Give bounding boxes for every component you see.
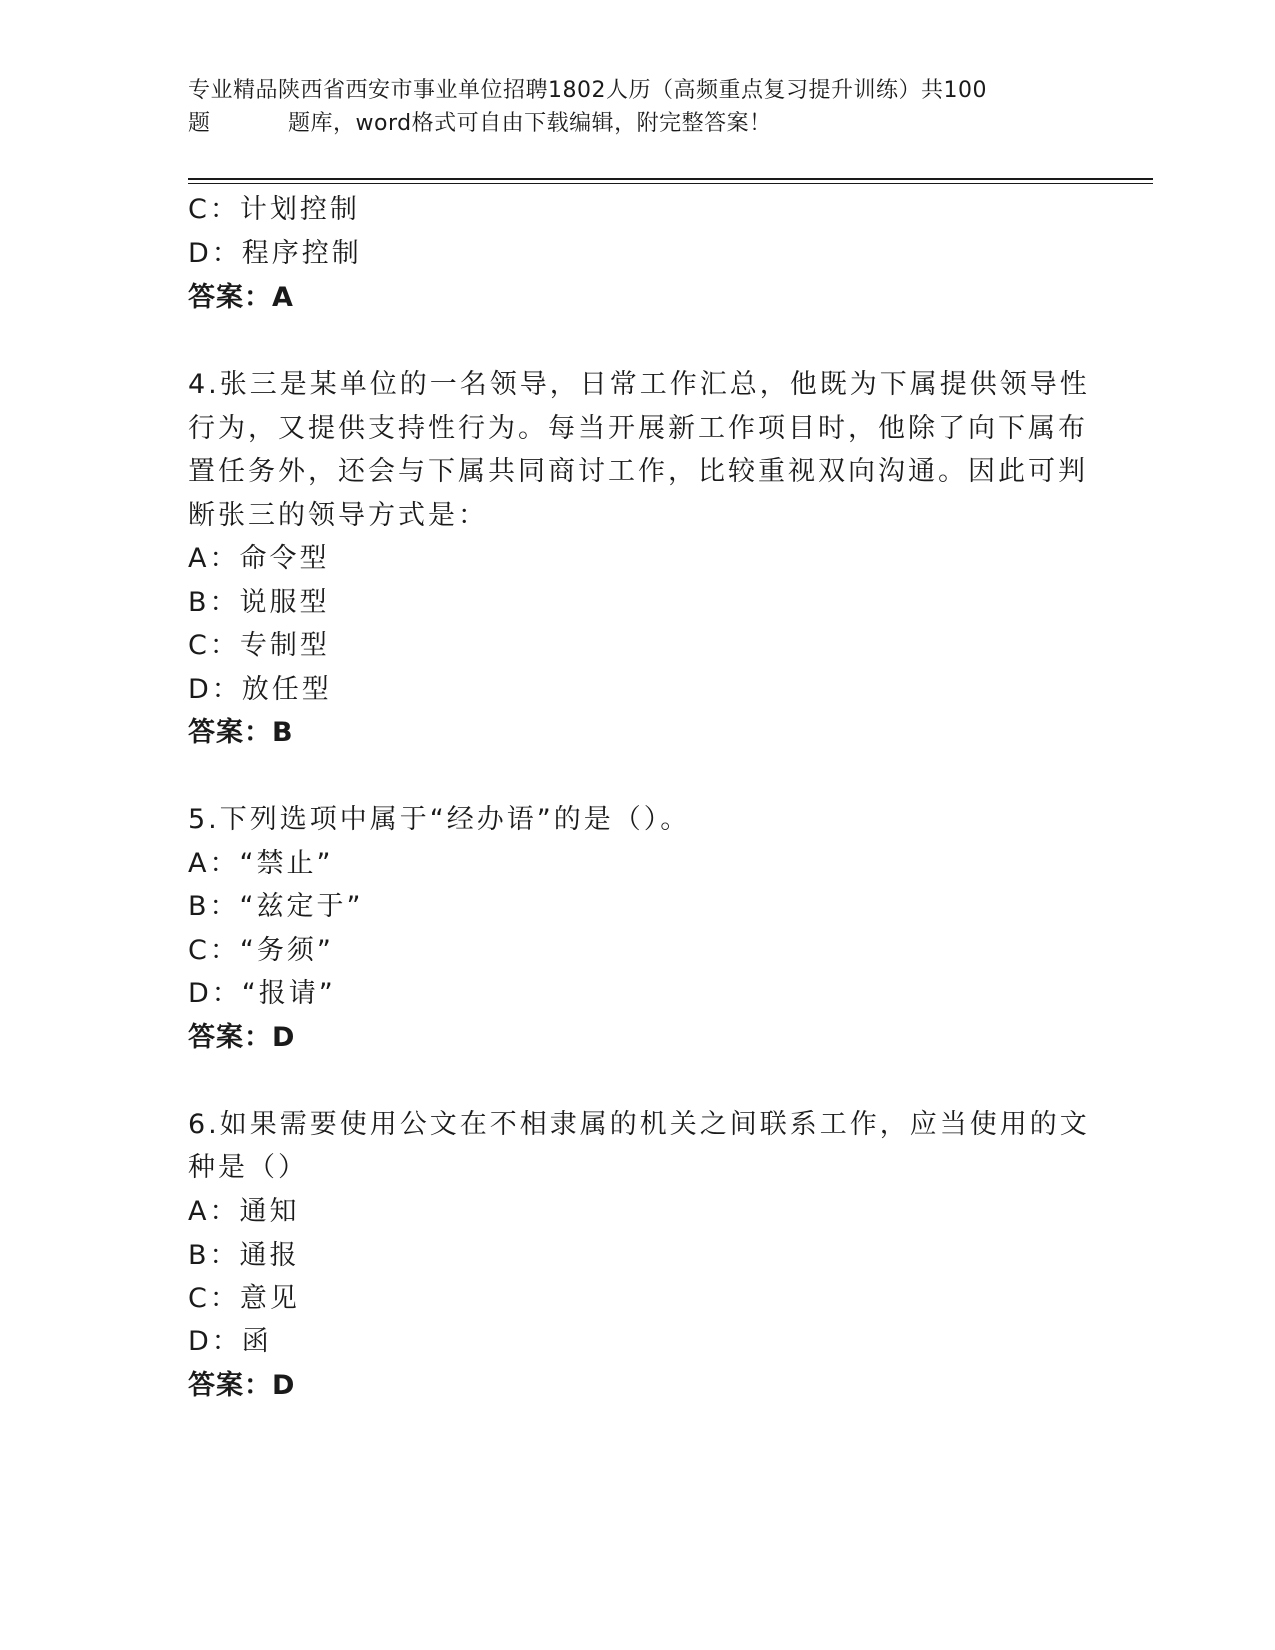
header-title-line2 — [188, 107, 1068, 140]
q4-option-d: D：放任型 — [188, 674, 332, 705]
q6-stem-line1: 6.如果需要使用公文在不相隶属的机关之间联系工作，应当使用的文 — [188, 1109, 1090, 1140]
header-title-line2-rest: 题库，word格式可自由下载编辑，附完整答案！ — [288, 111, 772, 136]
q6-option-d: D：函 — [188, 1326, 272, 1357]
q3-option-c: C：计划控制 — [188, 194, 360, 225]
header-divider-thin — [188, 183, 1153, 184]
q5-stem: 5.下列选项中属于“经办语”的是（）。 — [188, 804, 691, 835]
q6-option-b: B：通报 — [188, 1240, 300, 1271]
q3-option-d: D：程序控制 — [188, 238, 362, 269]
q6-option-a: A：通知 — [188, 1196, 300, 1227]
q3-answer: 答案：A — [188, 282, 294, 313]
q4-stem-line4: 断张三的领导方式是： — [188, 500, 488, 531]
header-title-line2-prefix: 题 — [188, 111, 211, 136]
q6-stem-line2: 种是（） — [188, 1152, 308, 1183]
q4-stem-line2: 行为，又提供支持性行为。每当开展新工作项目时，他除了向下属布 — [188, 413, 1088, 444]
q4-stem-line3: 置任务外，还会与下属共同商讨工作，比较重视双向沟通。因此可判 — [188, 456, 1088, 487]
q4-stem-line1: 4.张三是某单位的一名领导，日常工作汇总，他既为下属提供领导性 — [188, 369, 1090, 400]
q6-option-c: C：意见 — [188, 1283, 300, 1314]
q5-option-b: B：“兹定于” — [188, 891, 364, 922]
q4-answer: 答案：B — [188, 717, 294, 748]
q4-option-c: C：专制型 — [188, 630, 330, 661]
q4-option-a: A：命令型 — [188, 543, 330, 574]
q6-answer: 答案：D — [188, 1370, 296, 1401]
header-title-line1: 专业精品陕西省西安市事业单位招聘1802人历（高频重点复习提升训练）共100 — [188, 78, 987, 103]
q5-option-c: C：“务须” — [188, 935, 334, 966]
q5-option-d: D：“报请” — [188, 978, 336, 1009]
page-header — [188, 74, 1068, 140]
q5-option-a: A：“禁止” — [188, 848, 334, 879]
q5-answer: 答案：D — [188, 1022, 296, 1053]
q4-option-b: B：说服型 — [188, 587, 330, 618]
header-divider-thick — [188, 178, 1153, 180]
